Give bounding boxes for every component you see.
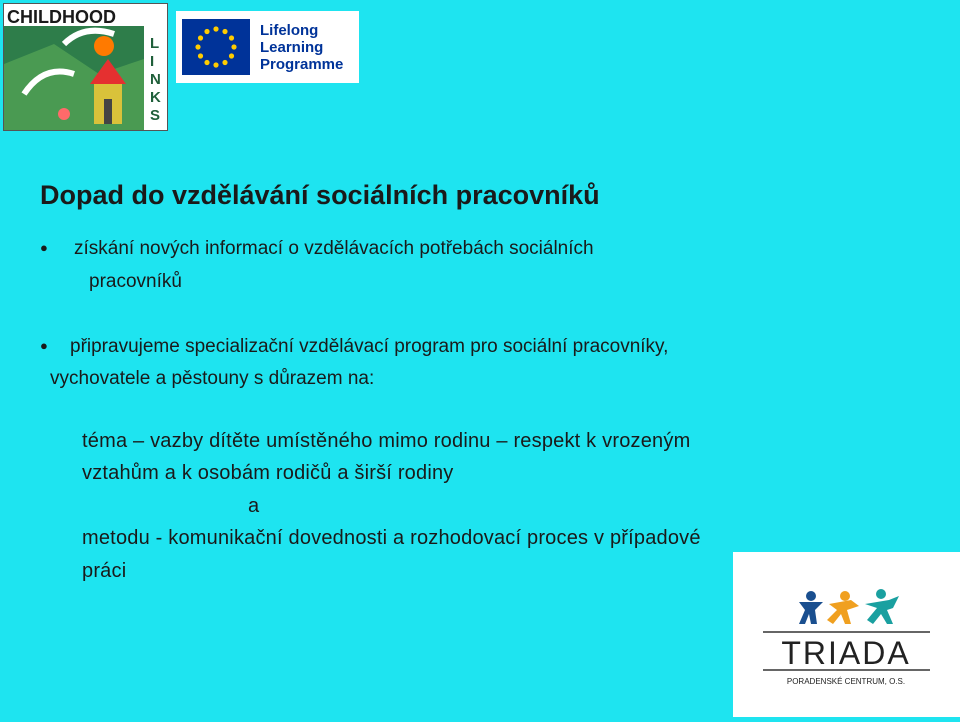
lifelong-learning-logo: [176, 11, 359, 83]
childhood-links-logo-art: [4, 4, 167, 130]
childhood-logo-text: CHILDHOOD: [7, 7, 116, 27]
links-letter: S: [150, 107, 161, 124]
topic-line-2: vztahům a k osobám rodičů a širší rodiny: [82, 462, 454, 484]
bullet-icon: ●: [40, 240, 48, 255]
bullet-icon: ●: [40, 338, 48, 353]
triada-logo: [733, 552, 960, 717]
triada-name: TRIADA: [781, 635, 911, 671]
bullet-1-line-2: pracovníků: [89, 271, 182, 292]
childhood-links-logo: [3, 3, 168, 131]
topic-line-5: práci: [82, 560, 127, 582]
eu-flag-icon: [176, 11, 359, 83]
links-letter: K: [150, 89, 161, 106]
topic-line-1: téma – vazby dítěte umístěného mimo rodinu – respekt k vrozeným: [82, 430, 691, 452]
llp-line3: Programme: [260, 56, 344, 73]
bullet-2-line-1: připravujeme specializační vzdělávací program pro sociální pracovníky,: [70, 336, 669, 357]
topic-line-4: metodu - komunikační dovednosti a rozhodovací proces v případové: [82, 527, 701, 549]
llp-line1: Lifelong: [260, 22, 319, 39]
triada-figures-icon: [733, 552, 960, 717]
links-letter: L: [150, 35, 160, 52]
bullet-2-line-2: vychovatele a pěstouny s důrazem na:: [50, 368, 375, 389]
bullet-1-line-1: získání nových informací o vzdělávacích potřebách sociálních: [74, 238, 594, 259]
triada-subtitle: PORADENSKÉ CENTRUM, O.S.: [786, 677, 906, 686]
slide-title: Dopad do vzdělávání sociálních pracovníků: [40, 180, 600, 210]
links-letter: N: [150, 71, 161, 88]
llp-line2: Learning: [260, 39, 324, 56]
links-letter: I: [150, 53, 155, 70]
topic-line-3: a: [248, 495, 260, 517]
